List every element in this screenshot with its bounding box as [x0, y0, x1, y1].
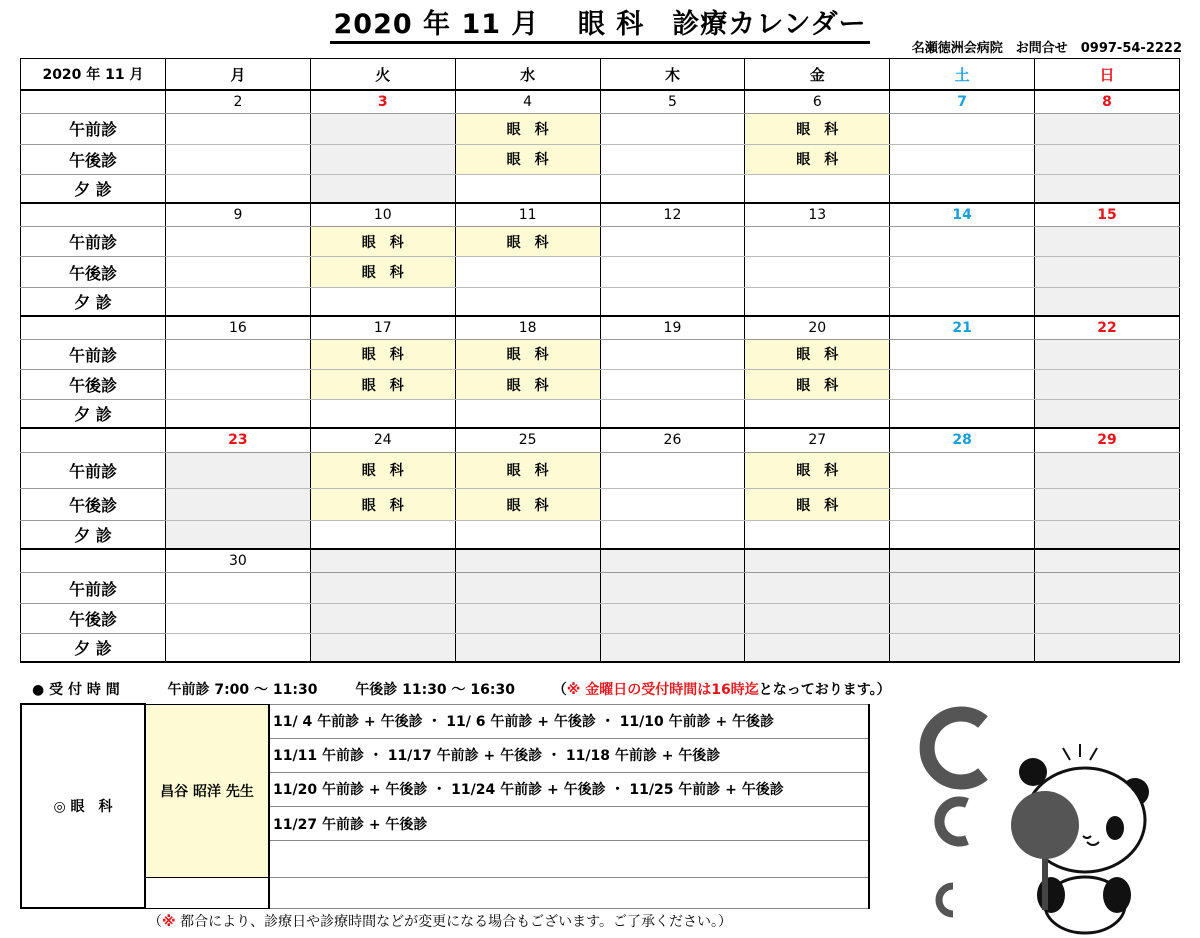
- date-cell: 27: [745, 428, 890, 452]
- week-date-spacer: [21, 90, 166, 114]
- empty-slot: [600, 257, 745, 287]
- footer-note: [148, 911, 732, 931]
- empty-slot: [600, 114, 745, 144]
- session-label: 夕 診: [21, 634, 166, 662]
- empty-slot: [166, 603, 311, 633]
- date-cell: 30: [166, 549, 311, 573]
- date-cell: [890, 549, 1035, 573]
- date-cell: 19: [600, 316, 745, 340]
- clinic-slot: 眼 科: [745, 144, 890, 174]
- date-cell: 6: [745, 90, 890, 114]
- empty-slot: [745, 227, 890, 257]
- empty-slot: [745, 287, 890, 315]
- clinic-slot: 眼 科: [455, 227, 600, 257]
- empty-slot: [166, 573, 311, 603]
- footer-open: （: [148, 914, 162, 930]
- closed-slot: [1035, 573, 1180, 603]
- closed-slot: [600, 603, 745, 633]
- clinic-slot: 眼 科: [455, 452, 600, 488]
- session-label: 午前診: [21, 227, 166, 257]
- empty-slot: [310, 521, 455, 549]
- empty-slot: [745, 521, 890, 549]
- date-cell: 23: [166, 428, 311, 452]
- empty-slot: [890, 287, 1035, 315]
- empty-slot: [600, 227, 745, 257]
- eye-test-panda-illustration: [905, 700, 1195, 935]
- date-cell: 10: [310, 203, 455, 227]
- clinic-slot: 眼 科: [310, 488, 455, 520]
- empty-slot: [600, 174, 745, 202]
- empty-slot: [455, 174, 600, 202]
- hours-pm: 午後診 11:30 ～ 16:30: [355, 682, 515, 698]
- clinic-slot: 眼 科: [310, 339, 455, 369]
- schedule-line: 11/ 4 午前診 + 午後診 ・ 11/ 6 午前診 + 午後診 ・ 11/10 午前診 + 午後診: [269, 704, 869, 738]
- schedule-line: 11/27 午前診 + 午後診: [269, 806, 869, 840]
- schedule-line: 11/11 午前診 ・ 11/17 午前診 + 午後診 ・ 11/18 午前診 + 午後診: [269, 738, 869, 772]
- contact-info: 名瀬徳洲会病院 お問合せ 0997-54-2222: [911, 41, 1182, 56]
- closed-slot: [1035, 287, 1180, 315]
- session-label: 夕 診: [21, 521, 166, 549]
- date-cell: 28: [890, 428, 1035, 452]
- closed-slot: [166, 452, 311, 488]
- closed-slot: [600, 634, 745, 662]
- hours-am: 午前診 7:00 ～ 11:30: [167, 682, 318, 698]
- empty-slot: [890, 370, 1035, 400]
- date-cell: 4: [455, 90, 600, 114]
- closed-slot: [890, 603, 1035, 633]
- session-label: 夕 診: [21, 287, 166, 315]
- empty-slot: [166, 144, 311, 174]
- empty-slot: [600, 521, 745, 549]
- closed-slot: [455, 573, 600, 603]
- empty-slot: [310, 287, 455, 315]
- closed-slot: [310, 603, 455, 633]
- date-cell: 13: [745, 203, 890, 227]
- clinic-slot: 眼 科: [310, 257, 455, 287]
- closed-slot: [1035, 174, 1180, 202]
- empty-slot: [890, 257, 1035, 287]
- date-cell: 17: [310, 316, 455, 340]
- department-label: ◎ 眼 科: [21, 704, 145, 908]
- clinic-slot: 眼 科: [455, 144, 600, 174]
- date-cell: 21: [890, 316, 1035, 340]
- clinic-slot: 眼 科: [310, 452, 455, 488]
- empty-slot: [600, 144, 745, 174]
- closed-slot: [1035, 400, 1180, 428]
- session-label: 午後診: [21, 257, 166, 287]
- week-date-spacer: [21, 428, 166, 452]
- hours-note-red: ※ 金曜日の受付時間は16時迄: [566, 682, 759, 698]
- date-cell: 3: [310, 90, 455, 114]
- clinic-slot: 眼 科: [455, 339, 600, 369]
- footer-text: 都合により、診療日や診療時間などが変更になる場合もございます。ご了承ください。）: [175, 914, 732, 930]
- schedule-line: [269, 841, 869, 878]
- empty-slot: [455, 287, 600, 315]
- closed-slot: [455, 603, 600, 633]
- clinic-slot: 眼 科: [745, 114, 890, 144]
- date-cell: [600, 549, 745, 573]
- empty-slot: [890, 488, 1035, 520]
- clinic-slot: 眼 科: [455, 370, 600, 400]
- empty-slot: [166, 114, 311, 144]
- date-cell: 8: [1035, 90, 1180, 114]
- date-cell: 11: [455, 203, 600, 227]
- clinic-slot: 眼 科: [455, 488, 600, 520]
- empty-slot: [166, 370, 311, 400]
- doctor-name: 昌谷 昭洋 先生: [145, 704, 269, 878]
- empty-slot: [890, 144, 1035, 174]
- closed-slot: [1035, 144, 1180, 174]
- week-date-spacer: [21, 316, 166, 340]
- empty-slot: [455, 400, 600, 428]
- date-cell: 2: [166, 90, 311, 114]
- date-cell: 5: [600, 90, 745, 114]
- empty-slot: [600, 287, 745, 315]
- week-date-spacer: [21, 549, 166, 573]
- session-label: 午後診: [21, 144, 166, 174]
- date-cell: 14: [890, 203, 1035, 227]
- clinic-slot: 眼 科: [745, 452, 890, 488]
- date-cell: [455, 549, 600, 573]
- clinic-slot: 眼 科: [455, 114, 600, 144]
- session-label: 午後診: [21, 488, 166, 520]
- date-cell: 20: [745, 316, 890, 340]
- closed-slot: [1035, 114, 1180, 144]
- calendar-corner: 2020 年 11 月: [21, 59, 166, 91]
- session-label: 午後診: [21, 603, 166, 633]
- date-cell: 22: [1035, 316, 1180, 340]
- empty-slot: [166, 174, 311, 202]
- closed-slot: [745, 603, 890, 633]
- session-label: 午後診: [21, 370, 166, 400]
- empty-slot: [166, 400, 311, 428]
- date-cell: 18: [455, 316, 600, 340]
- calendar-table: [20, 58, 1180, 663]
- weekday-mon: 月: [166, 59, 311, 91]
- empty-slot: [745, 400, 890, 428]
- empty-slot: [600, 452, 745, 488]
- date-cell: 29: [1035, 428, 1180, 452]
- empty-slot: [890, 339, 1035, 369]
- closed-slot: [310, 114, 455, 144]
- weekday-thu: 木: [600, 59, 745, 91]
- closed-slot: [745, 634, 890, 662]
- hours-note-rest: となっております。）: [758, 682, 891, 698]
- closed-slot: [890, 573, 1035, 603]
- empty-slot: [890, 452, 1035, 488]
- closed-slot: [310, 144, 455, 174]
- empty-slot: [600, 370, 745, 400]
- reception-hours: [32, 679, 891, 699]
- hours-label: ● 受 付 時 間: [32, 682, 120, 698]
- closed-slot: [310, 174, 455, 202]
- landolt-c-large: [927, 714, 983, 782]
- empty-slot: [890, 400, 1035, 428]
- weekday-tue: 火: [310, 59, 455, 91]
- closed-slot: [310, 573, 455, 603]
- date-cell: [1035, 549, 1180, 573]
- date-cell: 25: [455, 428, 600, 452]
- schedule-line: 11/20 午前診 + 午後診 ・ 11/24 午前診 + 午後診 ・ 11/25 午前診 + 午後診: [269, 772, 869, 806]
- empty-slot: [455, 257, 600, 287]
- session-label: 午前診: [21, 452, 166, 488]
- clinic-slot: 眼 科: [745, 488, 890, 520]
- date-cell: 26: [600, 428, 745, 452]
- doctor-empty-cell: [145, 878, 269, 908]
- weekday-sat: 土: [890, 59, 1035, 91]
- session-label: 午前診: [21, 573, 166, 603]
- clinic-slot: 眼 科: [310, 227, 455, 257]
- empty-slot: [600, 339, 745, 369]
- session-label: 午前診: [21, 339, 166, 369]
- closed-slot: [1035, 339, 1180, 369]
- date-cell: 12: [600, 203, 745, 227]
- footer-mark: ※: [162, 914, 176, 930]
- weekday-fri: 金: [745, 59, 890, 91]
- clinic-slot: 眼 科: [745, 339, 890, 369]
- empty-slot: [890, 114, 1035, 144]
- landolt-c-medium: [939, 802, 967, 842]
- empty-slot: [166, 634, 311, 662]
- landolt-c-small: [939, 886, 953, 914]
- date-cell: [310, 549, 455, 573]
- session-label: 夕 診: [21, 400, 166, 428]
- closed-slot: [1035, 257, 1180, 287]
- closed-slot: [1035, 521, 1180, 549]
- closed-slot: [1035, 634, 1180, 662]
- empty-slot: [890, 521, 1035, 549]
- empty-slot: [166, 257, 311, 287]
- date-cell: [745, 549, 890, 573]
- empty-slot: [166, 287, 311, 315]
- empty-slot: [890, 227, 1035, 257]
- clinic-slot: 眼 科: [745, 370, 890, 400]
- schedule-line: [269, 878, 869, 908]
- closed-slot: [1035, 370, 1180, 400]
- hours-note-open: （: [552, 682, 567, 698]
- date-cell: 16: [166, 316, 311, 340]
- doctor-schedule-table: [20, 703, 870, 909]
- date-cell: 24: [310, 428, 455, 452]
- closed-slot: [166, 521, 311, 549]
- empty-slot: [600, 488, 745, 520]
- empty-slot: [600, 400, 745, 428]
- session-label: 午前診: [21, 114, 166, 144]
- date-cell: 9: [166, 203, 311, 227]
- closed-slot: [455, 634, 600, 662]
- closed-slot: [166, 488, 311, 520]
- empty-slot: [310, 400, 455, 428]
- empty-slot: [455, 521, 600, 549]
- closed-slot: [1035, 452, 1180, 488]
- empty-slot: [745, 257, 890, 287]
- closed-slot: [745, 573, 890, 603]
- page-title: 2020 年 11 月 眼 科 診療カレンダー: [0, 2, 1200, 41]
- closed-slot: [890, 634, 1035, 662]
- session-label: 夕 診: [21, 174, 166, 202]
- date-cell: 15: [1035, 203, 1180, 227]
- empty-slot: [890, 174, 1035, 202]
- weekday-wed: 水: [455, 59, 600, 91]
- empty-slot: [166, 227, 311, 257]
- week-date-spacer: [21, 203, 166, 227]
- weekday-sun: 日: [1035, 59, 1180, 91]
- clinic-slot: 眼 科: [310, 370, 455, 400]
- empty-slot: [166, 339, 311, 369]
- closed-slot: [1035, 227, 1180, 257]
- empty-slot: [745, 174, 890, 202]
- closed-slot: [1035, 603, 1180, 633]
- closed-slot: [600, 573, 745, 603]
- closed-slot: [1035, 488, 1180, 520]
- date-cell: 7: [890, 90, 1035, 114]
- closed-slot: [310, 634, 455, 662]
